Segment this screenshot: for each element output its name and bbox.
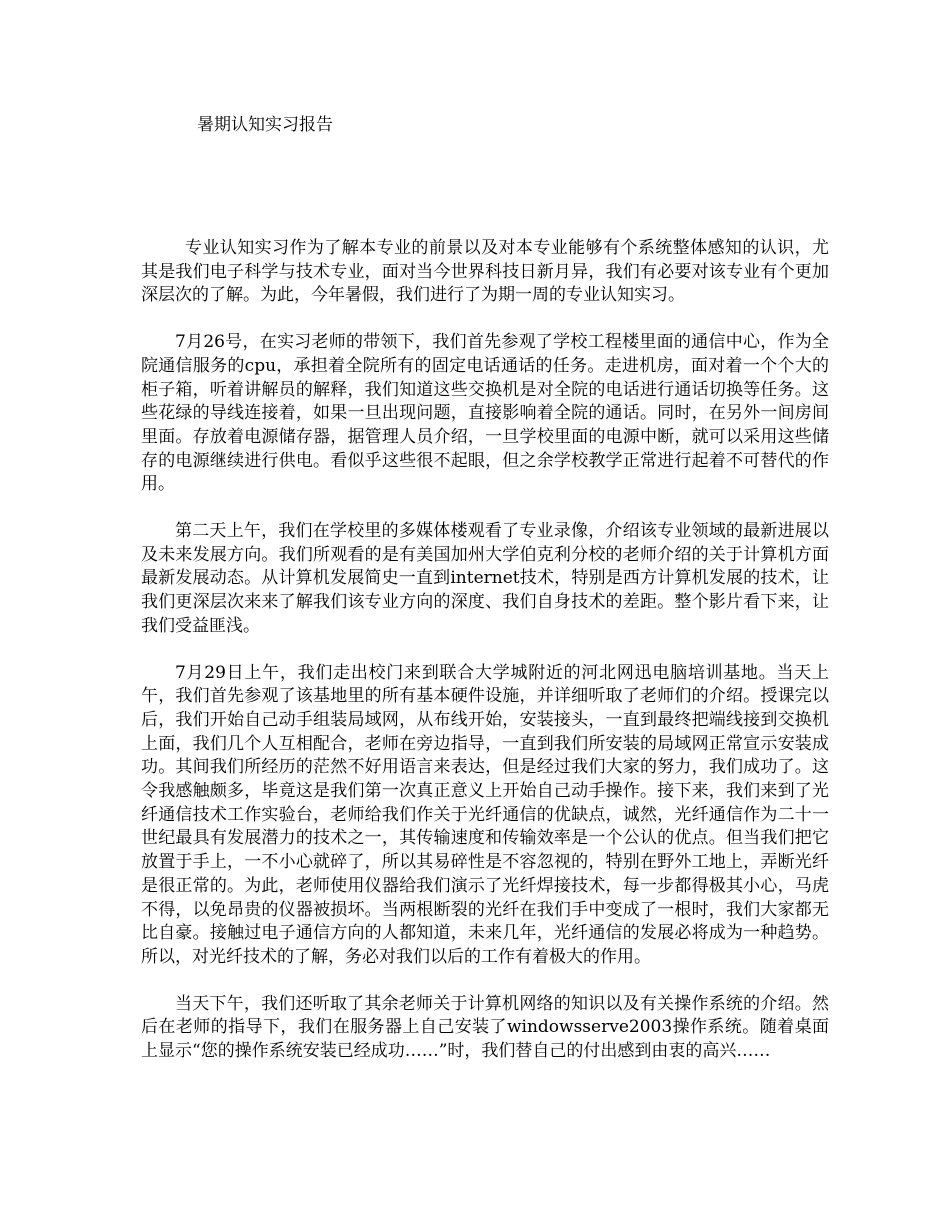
document-body [141,237,829,1087]
paragraph-afternoon: 当天下午，我们还听取了其余老师关于计算机网络的知识以及有关操作系统的介绍。然后在老师的指导下，我们在服务器上自己安装了windowsserve2003操作系统。随着桌面上显示“您的操作系统安装已经成功……”时，我们替自己的付出感到由衷的高兴…… [141,993,829,1062]
paragraph-july-29: 7月29日上午，我们走出校门来到联合大学城附近的河北网迅电脑培训基地。当天上午，我们首先参观了该基地里的所有基本硬件设施，并详细听取了老师们的介绍。授课完以后，我们开始自己动手组装局域网，从布线开始，安装接头，一直到最终把端线接到交换机上面，我们几个人互相配合，老师在旁边指导，一直到我们所安装的局域网正常宣示安装成功。其间我们所经历的茫然不好用语言来表达，但是经过我们大家的努力，我们成功了。这令我感触颇多，毕竟这是我们第一次真正意义上开始自己动手操作。接下来，我们来到了光纤通信技术工作实验台，老师给我们作关于光纤通信的优缺点，诚然，光纤通信作为二十一世纪最具有发展潜力的技术之一，其传输速度和传输效率是一个公认的优点。但当我们把它放置于手上，一不小心就碎了，所以其易碎性是不容忽视的，特别在野外工地上，弄断光纤是很正常的。为此，老师使用仪器给我们演示了光纤焊接技术，每一步都得极其小心，马虎不得，以免昂贵的仪器被损坏。当两根断裂的光纤在我们手中变成了一根时，我们大家都无比自豪。接触过电子通信方向的人都知道，未来几年，光纤通信的发展必将成为一种趋势。所以，对光纤技术的了解，务必对我们以后的工作有着极大的作用。 [141,662,829,967]
paragraph-july-26: 7月26号，在实习老师的带领下，我们首先参观了学校工程楼里面的通信中心，作为全院通信服务的cpu，承担着全院所有的固定电话通话的任务。走进机房，面对着一个个大的柜子箱，听着讲解员的解释，我们知道这些交换机是对全院的电话进行通话切换等任务。这些花绿的导线连接着，如果一旦出现问题，直接影响着全院的通话。同时，在另外一间房间里面。存放着电源储存器，据管理人员介绍，一旦学校里面的电源中断，就可以采用这些储存的电源继续进行供电。看似乎这些很不起眼，但之余学校教学正常进行起着不可替代的作用。 [141,332,829,495]
document-title: 暑期认知实习报告 [197,115,333,135]
paragraph-intro: 专业认知实习作为了解本专业的前景以及对本专业能够有个系统整体感知的认识，尤其是我们电子科学与技术专业，面对当今世界科技日新月异，我们有必要对该专业有个更加深层次的了解。为此，今年暑假，我们进行了为期一周的专业认知实习。 [141,238,829,306]
paragraph-day-two: 第二天上午，我们在学校里的多媒体楼观看了专业录像，介绍该专业领域的最新进展以及未来发展方向。我们所观看的是有美国加州大学伯克利分校的老师介绍的关于计算机方面最新发展动态。从计算机发展简史一直到internet技术，特别是西方计算机发展的技术，让我们更深层次来来了解我们该专业方向的深度、我们自身技术的差距。整个影片看下来，让我们受益匪浅。 [141,521,829,636]
